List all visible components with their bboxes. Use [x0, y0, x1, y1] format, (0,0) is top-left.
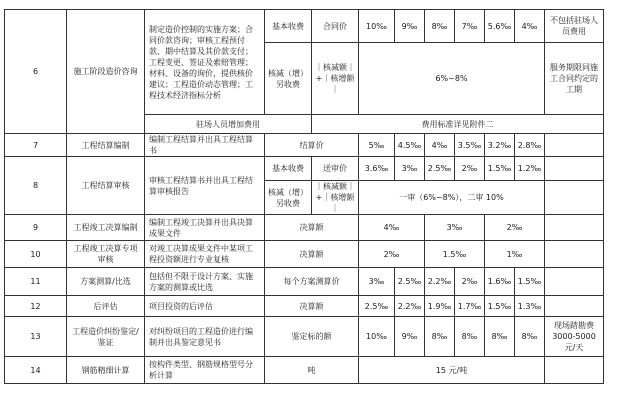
fee-basis: 结算价: [265, 134, 359, 157]
table-row: [5, 134, 617, 157]
rate-cell: 10‰: [359, 10, 395, 43]
fee-basis: 鉴定标的额: [265, 317, 359, 357]
rate-cell: 8‰: [455, 317, 485, 357]
remark-cell: 不包括驻场人员费用: [545, 10, 604, 43]
rate-cell: 3‰: [395, 157, 425, 181]
fee-basis: ｜核减额｜+｜核增额｜: [312, 181, 359, 215]
rate-cell: 3.5‰: [455, 134, 485, 157]
rate-cell: 5.6‰: [485, 10, 515, 43]
row-number: 7: [5, 134, 67, 157]
fee-basis: 决算额: [265, 215, 359, 241]
rate-range: 6%~8%: [359, 43, 545, 115]
rate-cell: 4‰: [425, 134, 455, 157]
service-name: 方案测算/比选: [67, 268, 145, 296]
resident-staff-label: 驻场人员增加费用: [145, 115, 312, 134]
fee-basis: ｜核减额｜+｜核增额｜: [312, 43, 359, 115]
rate-cell: 1.7‰: [455, 296, 485, 317]
rate-cell: 3.6‰: [359, 157, 395, 181]
rate-cell: 1.3‰: [515, 296, 545, 317]
rate-cell: 3.2‰: [485, 134, 515, 157]
fee-type-label: 核减（增）另收费: [265, 181, 312, 215]
rate-cell: 2.5‰: [425, 157, 455, 181]
service-description: 对纠纷项目的工程造价进行编制并出具鉴定意见书: [145, 317, 265, 357]
service-name: 后评估: [67, 296, 145, 317]
rate-cell: 2‰: [485, 215, 545, 241]
service-name: 施工阶段造价咨询: [67, 10, 145, 134]
rate-cell: 1.9‰: [425, 296, 455, 317]
service-name: 工程造价纠纷鉴定/鉴证: [67, 317, 145, 357]
service-description: 按构件类型、钢筋规格型号分析计算: [145, 357, 265, 384]
service-name: 钢筋精细计算: [67, 357, 145, 384]
rate-cell: 8‰: [425, 317, 455, 357]
service-description: 审核工程结算书并出具工程结算审核报告: [145, 157, 265, 215]
rate-cell: 5‰: [359, 134, 395, 157]
rate-cell: 4‰: [359, 215, 425, 241]
row-number: 10: [5, 241, 67, 268]
service-description: 包括但不限于设计方案、实施方案的测算或比选: [145, 268, 265, 296]
service-name: 工程竣工决算编制: [67, 215, 145, 241]
fee-type-label: 核减（增）另收费: [265, 43, 312, 115]
fee-basis: 吨: [265, 357, 359, 384]
remark-cell: 服务期限同施工合同约定的工期: [545, 43, 604, 115]
rate-cell: 7‰: [455, 10, 485, 43]
fee-basis: 决算额: [265, 296, 359, 317]
row-number: 12: [5, 296, 67, 317]
table-row: [5, 357, 617, 384]
service-description: 制定造价控制的实施方案；合同价款咨询；审核工程预付款、期中结算及其价款支付；工程变更、签证及索赔管理；材料、设备的询价，提供核价建议；工程造价动态管理；工程技术经济指标分析: [145, 10, 265, 115]
service-description: 对竣工决算成果文件中某项工程投资额进行专业复核: [145, 241, 265, 268]
resident-staff-value: 费用标准详见附件二: [312, 115, 604, 134]
service-description: 项目投资的后评估: [145, 296, 265, 317]
fee-basis: 决算额: [265, 241, 359, 268]
fee-type-label: 基本收费: [265, 10, 312, 43]
row-number: 6: [5, 10, 67, 134]
rate-cell: 1.5‰: [485, 157, 515, 181]
unit-price: 15 元/吨: [359, 357, 545, 384]
table-row: [5, 241, 617, 268]
fee-basis: 送审价: [312, 157, 359, 181]
remark-cell: 现场踏勘费 3000-5000 元/天: [545, 317, 604, 357]
table-row: [5, 215, 617, 241]
table-row: [5, 268, 617, 296]
fee-basis: 每个方案测算价: [265, 268, 359, 296]
rate-cell: 2.5‰: [395, 268, 425, 296]
row-number: 13: [5, 317, 67, 357]
rate-cell: 1‰: [485, 241, 545, 268]
rate-cell: 1.2‰: [515, 157, 545, 181]
service-description: 编制工程竣工决算并出具决算成果文件: [145, 215, 265, 241]
table-row: [5, 10, 617, 43]
service-name: 工程结算审核: [67, 157, 145, 215]
rate-cell: 1.5‰: [485, 296, 515, 317]
rate-cell: 8‰: [485, 317, 515, 357]
row-number: 9: [5, 215, 67, 241]
rate-cell: 2.5‰: [359, 296, 395, 317]
rate-cell: 8‰: [515, 317, 545, 357]
service-description: 编制工程结算并出具工程结算书: [145, 134, 265, 157]
rate-cell: 1.6‰: [485, 268, 515, 296]
rate-cell: 1.5‰: [425, 241, 485, 268]
rate-cell: 3‰: [359, 268, 395, 296]
row-number: 14: [5, 357, 67, 384]
rate-cell: 2.2‰: [425, 268, 455, 296]
rate-cell: 9‰: [395, 10, 425, 43]
rate-cell: 2‰: [455, 157, 485, 181]
rate-cell: 9‰: [395, 317, 425, 357]
table-row: [5, 157, 617, 181]
rate-cell: 1.5‰: [515, 268, 545, 296]
rate-cell: 4‰: [515, 10, 545, 43]
service-name: 工程竣工决算专项审核: [67, 241, 145, 268]
rate-cell: 2.2‰: [395, 296, 425, 317]
rate-cell: 2‰: [455, 268, 485, 296]
rate-cell: 2.8‰: [515, 134, 545, 157]
fee-type-label: 基本收费: [265, 157, 312, 181]
fee-table: [4, 9, 617, 384]
row-number: 11: [5, 268, 67, 296]
table-row: [5, 296, 617, 317]
table-row: [5, 317, 617, 357]
rate-cell: 10‰: [359, 317, 395, 357]
row-number: 8: [5, 157, 67, 215]
rate-cell: 3‰: [425, 215, 485, 241]
fee-basis: 合同价: [312, 10, 359, 43]
rate-cell: 4.5‰: [395, 134, 425, 157]
service-name: 工程结算编制: [67, 134, 145, 157]
review-rate: 一审（6%~8%），二审 10%: [359, 181, 545, 215]
rate-cell: 2‰: [359, 241, 425, 268]
rate-cell: 8‰: [425, 10, 455, 43]
